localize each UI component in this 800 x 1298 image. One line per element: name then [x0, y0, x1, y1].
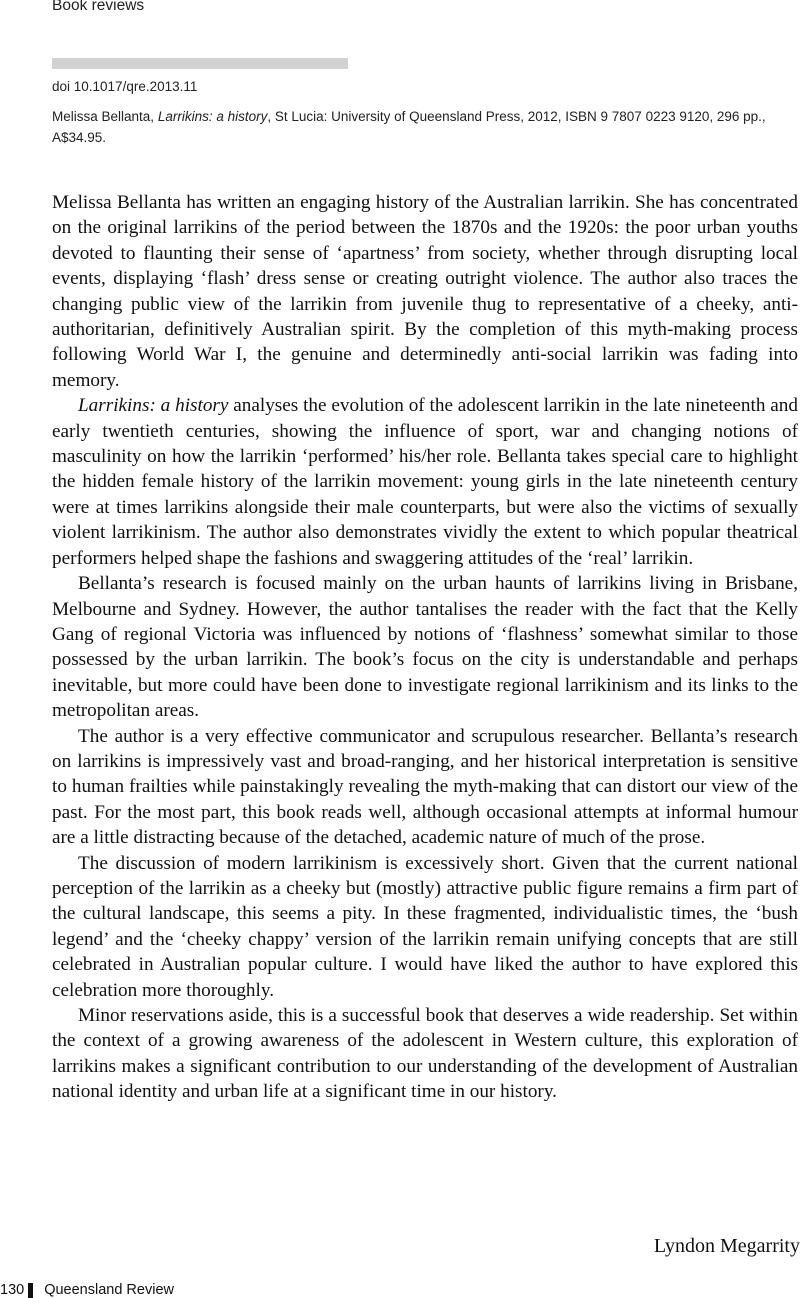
citation-details: , St Lucia: University of Queensland Press, 2012, ISBN 9 7807 0223 9120, 296 pp., A$34.95. [52, 109, 766, 145]
footer-rule [28, 1283, 33, 1298]
header-divider-bar [52, 58, 348, 69]
review-paragraph-2 [52, 393, 798, 571]
reviewer-signature: Lyndon Megarrity [653, 1235, 800, 1257]
review-paragraph-5: The discussion of modern larrikinism is excessively short. Given that the current national perception of the larrikin as a cheeky but (mostly) attractive public figure remains a firm part of the cultural landscape, this seems a pity. In these fragmented, individualistic times, the ‘bush legend’ and the ‘cheeky chappy’ version of the larrikin remain unifying concepts that are still celebrated in Australian popular culture. I would have liked the author to have explored this celebration more thoroughly. [52, 852, 798, 1001]
review-paragraph-3: Bellanta’s research is focused mainly on the urban haunts of larrikins living in Brisbane, Melbourne and Sydney. However, the author tantalises the reader with the fact that the Kelly Gang of regional Victoria was influenced by notions of ‘flashness’ somewhat similar to those possessed by the urban larrikin. The book’s focus on the city is understandable and perhaps inevitable, but more could have been done to investigate regional larrikinism and its links to the metropolitan areas. [52, 573, 798, 722]
review-paragraph-6: Minor reservations aside, this is a successful book that deserves a wide readership. Set within the context of a growing awareness of the adolescent in Western culture, this exploration of larrikins makes a significant contribution to our understanding of the development of Australian national identity and urban life at a significant time in our history. [52, 1005, 798, 1103]
journal-name: Queensland Review [44, 1282, 174, 1298]
review-book-title: Larrikins: a history [78, 395, 229, 417]
doi-line[interactable]: doi 10.1017/qre.2013.11 [52, 79, 198, 94]
page-footer [0, 1282, 174, 1298]
book-citation [52, 106, 792, 148]
page-number: 130 [0, 1282, 25, 1298]
review-paragraph-1: Melissa Bellanta has written an engaging history of the Australian larrikin. She has concentrated on the original larrikins of the period between the 1870s and the 1920s: the poor urban youths devoted to flaunting their sense of ‘apartness’ from society, whether through disrupting local events, displaying ‘flash’ dress sense or creating outright violence. The author also traces the changing public view of the larrikin from juvenile thug to representative of a cheeky, anti-authoritarian, definitively Australian spirit. By the completion of this myth-making process following World War I, the genuine and determinedly anti-social larrikin was fading into memory. [52, 192, 798, 391]
running-head: Book reviews [52, 0, 145, 14]
review-body [52, 190, 798, 1105]
review-paragraph-2-text: analyses the evolution of the adolescent larrikin in the late nineteenth and early twentieth centuries, showing the influence of sport, war and changing notions of masculinity on how the larrikin ‘performed’ his/her role. Bellanta takes special care to highlight the hidden female history of the larrikin movement: young girls in the late nineteenth century were at times larrikins alongside their male counterparts, but were also the victims of sexually violent larrikinism. The author also demonstrates vividly the extent to which popular theatrical performers helped shape the fashions and swaggering attitudes of the ‘real’ larrikin. [52, 395, 798, 569]
citation-author: Melissa Bellanta, [52, 109, 158, 124]
review-paragraph-4: The author is a very effective communicator and scrupulous researcher. Bellanta’s research on larrikins is impressively vast and broad-ranging, and her historical interpretation is sensitive to human frailties while painstakingly revealing the myth-making that can distort our view of the past. For the most part, this book reads well, although occasional attempts at informal humour are a little distracting because of the detached, academic nature of much of the prose. [52, 725, 798, 849]
citation-book-title: Larrikins: a history [157, 109, 268, 124]
